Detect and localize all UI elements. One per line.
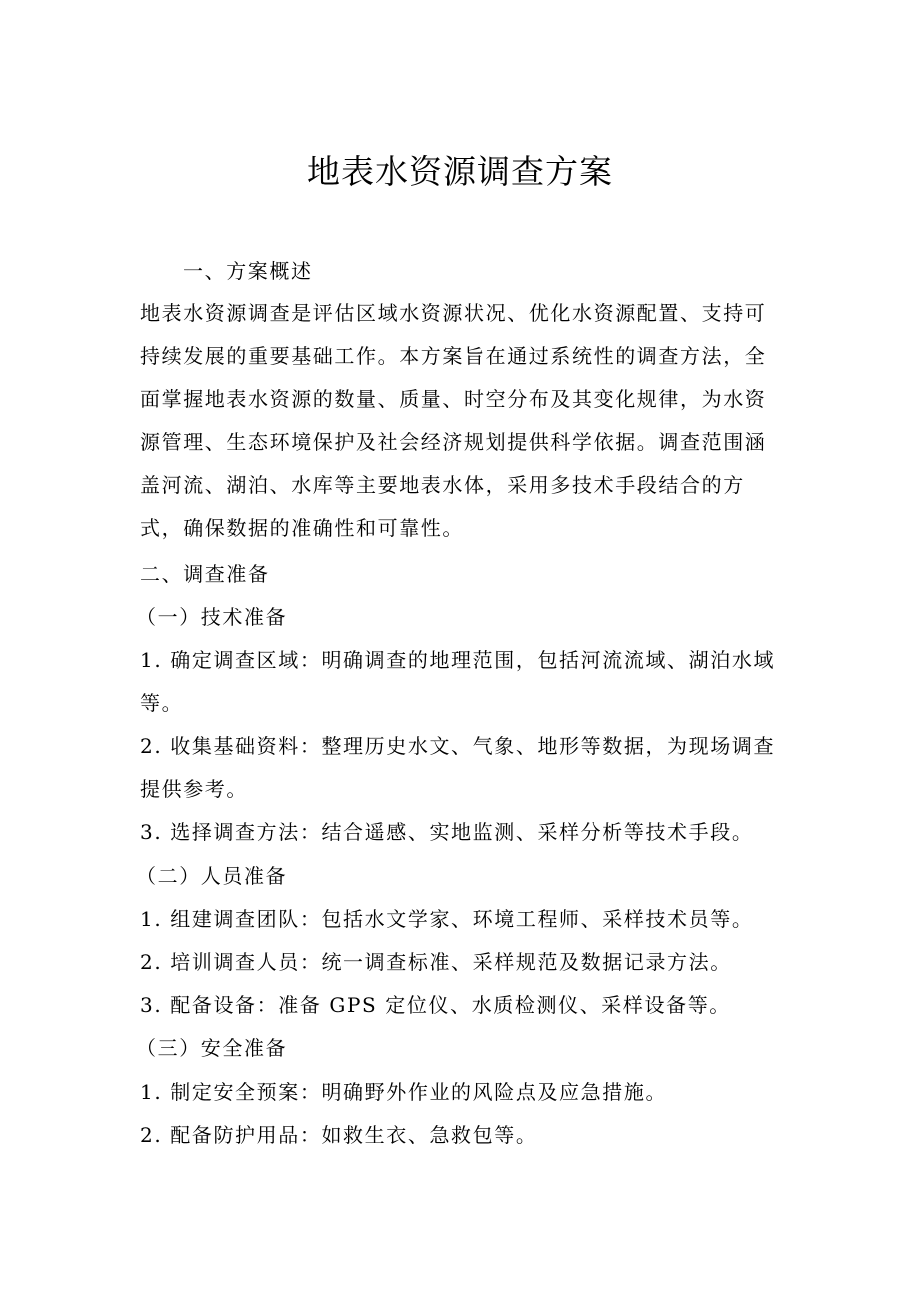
subsection-heading-personnel: （二）人员准备 xyxy=(136,864,288,888)
paragraph-line: 地表水资源调查是评估区域水资源状况、优化水资源配置、支持可 xyxy=(140,301,767,325)
section-heading-preparation: 二、调查准备 xyxy=(140,562,270,586)
paragraph-line: 面掌握地表水资源的数量、质量、时空分布及其变化规律，为水资 xyxy=(140,387,767,411)
list-item: 1. 组建调查团队：包括水文学家、环境工程师、采样技术员等。 xyxy=(140,907,754,931)
section-heading-overview: 一、方案概述 xyxy=(183,259,313,283)
list-item: 2. 配备防护用品：如救生衣、急救包等。 xyxy=(140,1123,538,1147)
subsection-heading-safety: （三）安全准备 xyxy=(136,1036,288,1060)
document-title: 地表水资源调查方案 xyxy=(307,152,613,191)
subsection-heading-technical: （一）技术准备 xyxy=(136,605,288,629)
list-item-continuation: 等。 xyxy=(140,691,184,715)
list-item: 2. 培训调查人员：统一调查标准、采样规范及数据记录方法。 xyxy=(140,950,732,974)
paragraph-line: 盖河流、湖泊、水库等主要地表水体，采用多技术手段结合的方 xyxy=(140,473,745,497)
list-item: 1. 制定安全预案：明确野外作业的风险点及应急措施。 xyxy=(140,1080,668,1104)
list-item-continuation: 提供参考。 xyxy=(140,777,248,801)
paragraph-line: 式，确保数据的准确性和可靠性。 xyxy=(140,516,464,540)
list-item: 2. 收集基础资料：整理历史水文、气象、地形等数据，为现场调查 xyxy=(140,734,776,758)
list-item: 3. 配备设备：准备 GPS 定位仪、水质检测仪、采样设备等。 xyxy=(140,993,731,1017)
list-item: 1. 确定调查区域：明确调查的地理范围，包括河流流域、湖泊水域 xyxy=(140,648,776,672)
paragraph-line: 源管理、生态环境保护及社会经济规划提供科学依据。调查范围涵 xyxy=(140,430,767,454)
paragraph-line: 持续发展的重要基础工作。本方案旨在通过系统性的调查方法，全 xyxy=(140,344,767,368)
list-item: 3. 选择调查方法：结合遥感、实地监测、采样分析等技术手段。 xyxy=(140,820,754,844)
